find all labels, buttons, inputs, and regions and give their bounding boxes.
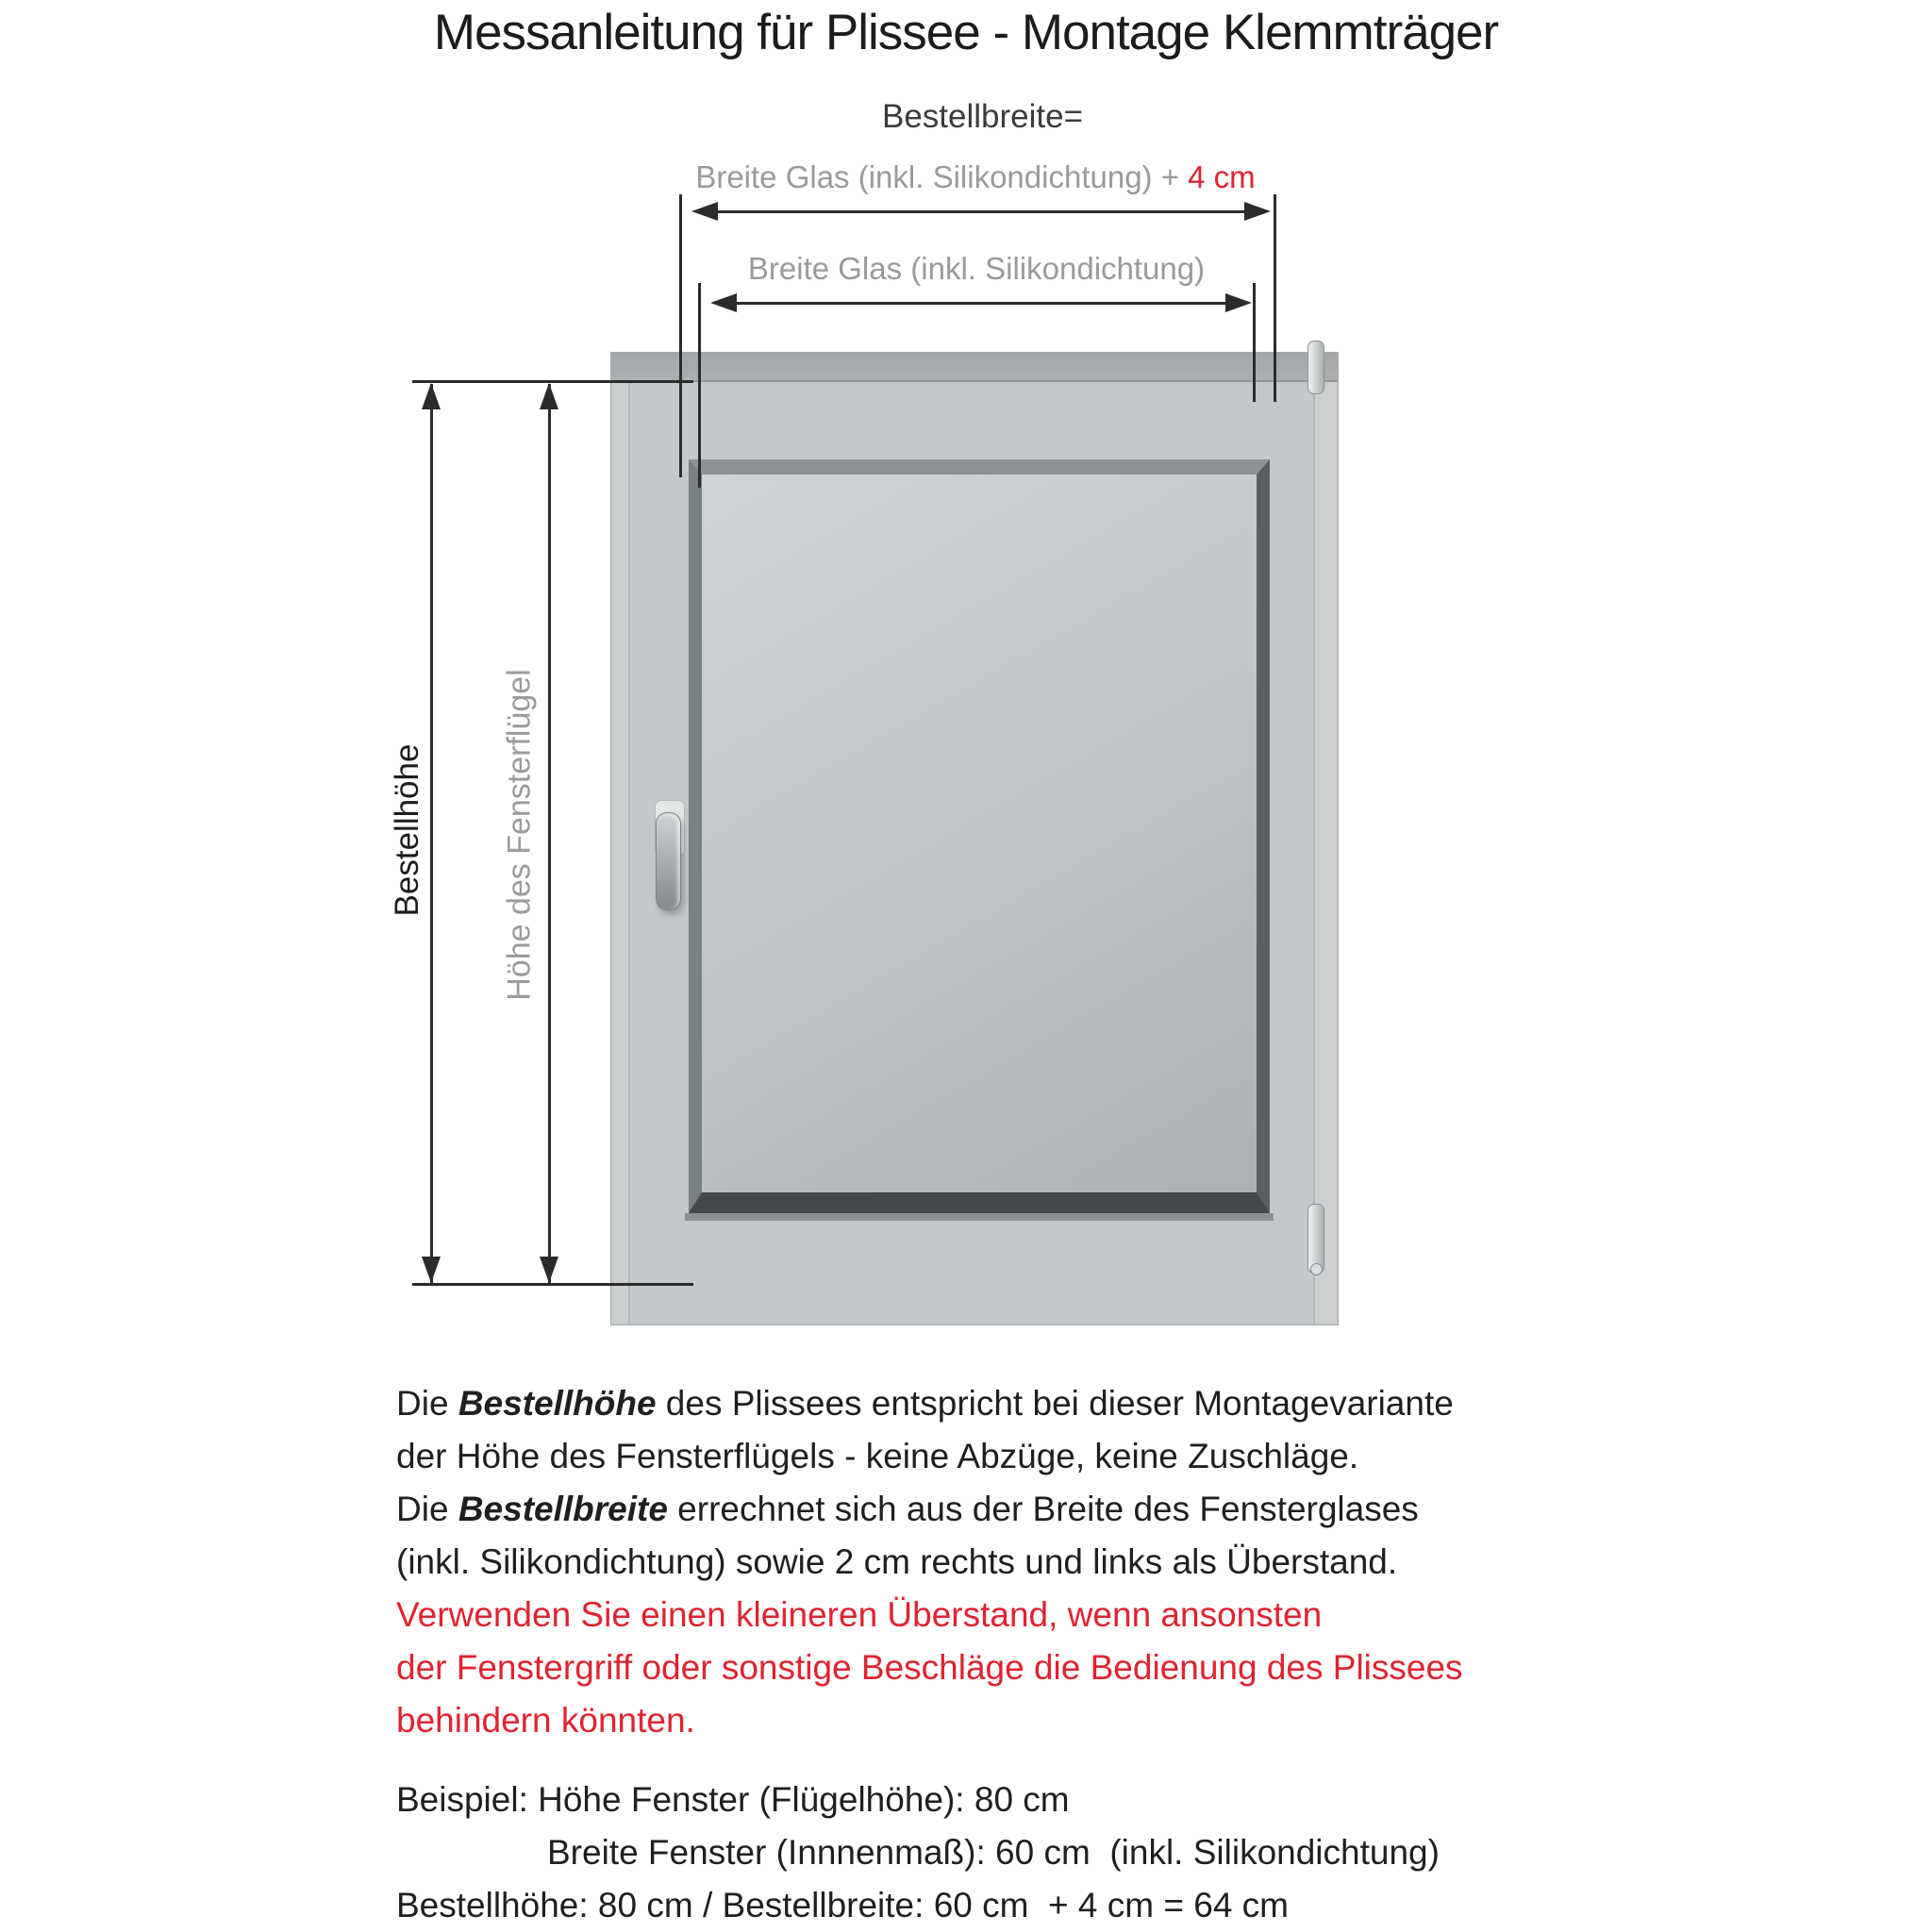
dimension-line-sash-height [548, 384, 551, 1283]
arrowhead-left-icon [691, 202, 718, 221]
example-line: Bestellhöhe: 80 cm / Bestellbreite: 60 cm + 4 cm = 64 cm [396, 1886, 1289, 1924]
window-frame-right-strip [1315, 382, 1337, 1324]
dimension-line [724, 302, 1226, 305]
arrowhead-right-icon [1225, 293, 1252, 312]
label-sash-height: Höhe des Fensterflügel [501, 669, 538, 1001]
arrowhead-left-icon [710, 293, 737, 312]
warning-line: Verwenden Sie einen kleineren Überstand, wenn ansonsten [396, 1595, 1323, 1634]
label-glass-width-plus-4cm [692, 159, 1258, 195]
example-text [396, 1774, 1440, 1932]
window-frame-top-edge [611, 380, 1338, 382]
tick-line-bottom [412, 1283, 693, 1286]
extension-line [1253, 283, 1256, 402]
arrowhead-down-icon [422, 1257, 441, 1283]
sash-edge-left [628, 382, 630, 1324]
text-run: errechnet sich aus der Breite des Fensterglases [667, 1490, 1419, 1528]
text-run-emphasis: Bestellhöhe [458, 1384, 657, 1423]
label-glass-width: Breite Glas (inkl. Silikondichtung) [747, 251, 1206, 286]
warning-line: behindern könnten. [396, 1701, 695, 1740]
text-run-emphasis: Bestellbreite [458, 1490, 668, 1528]
arrowhead-up-icon [422, 383, 441, 409]
arrowhead-up-icon [540, 383, 558, 409]
dimension-line-order-height [430, 384, 433, 1283]
hinge-top-icon [1307, 341, 1324, 394]
window-frame-left-strip [612, 382, 628, 1324]
text-run: Die [396, 1490, 458, 1528]
explanation-line: der Höhe des Fensterflügels - keine Abzüge, keine Zuschläge. [396, 1437, 1359, 1475]
example-line: Breite Fenster (Innnenmaß): 60 cm (inkl. Silikondichtung) [547, 1833, 1440, 1872]
label-bestellbreite: Bestellbreite= [882, 98, 1084, 135]
extension-line [698, 283, 701, 488]
sash-edge-right [1313, 382, 1315, 1324]
extension-line [679, 194, 682, 477]
hinge-bottom-pin-icon [1310, 1263, 1323, 1275]
arrowhead-right-icon [1244, 202, 1271, 221]
arrowhead-down-icon [540, 1257, 558, 1283]
warning-line: der Fenstergriff oder sonstige Beschläge die Bedienung des Plissees [396, 1648, 1463, 1687]
label-glass-width-gray: Breite Glas (inkl. Silikondichtung) + [695, 159, 1189, 194]
example-line: Beispiel: Höhe Fenster (Flügelhöhe): 80 cm [396, 1780, 1070, 1819]
dimension-line [706, 210, 1260, 213]
window-handle-icon [656, 812, 681, 910]
explanation-line [396, 1377, 1463, 1430]
glass-bottom-sill [685, 1213, 1274, 1221]
explanation-text [396, 1377, 1463, 1747]
text-run: Die [396, 1384, 458, 1423]
explanation-line [396, 1483, 1463, 1536]
explanation-line: (inkl. Silikondichtung) sowie 2 cm rechts und links als Überstand. [396, 1542, 1398, 1581]
page-title: Messanleitung für Plissee - Montage Klemmträger [433, 5, 1499, 60]
extension-line [1274, 194, 1276, 402]
text-run: des Plissees entspricht bei dieser Montagevariante [656, 1384, 1454, 1423]
window-frame-top-band [611, 353, 1338, 380]
label-plus-4cm: 4 cm [1188, 159, 1256, 194]
label-order-height: Bestellhöhe [389, 743, 425, 917]
glass-pane [689, 459, 1270, 1213]
